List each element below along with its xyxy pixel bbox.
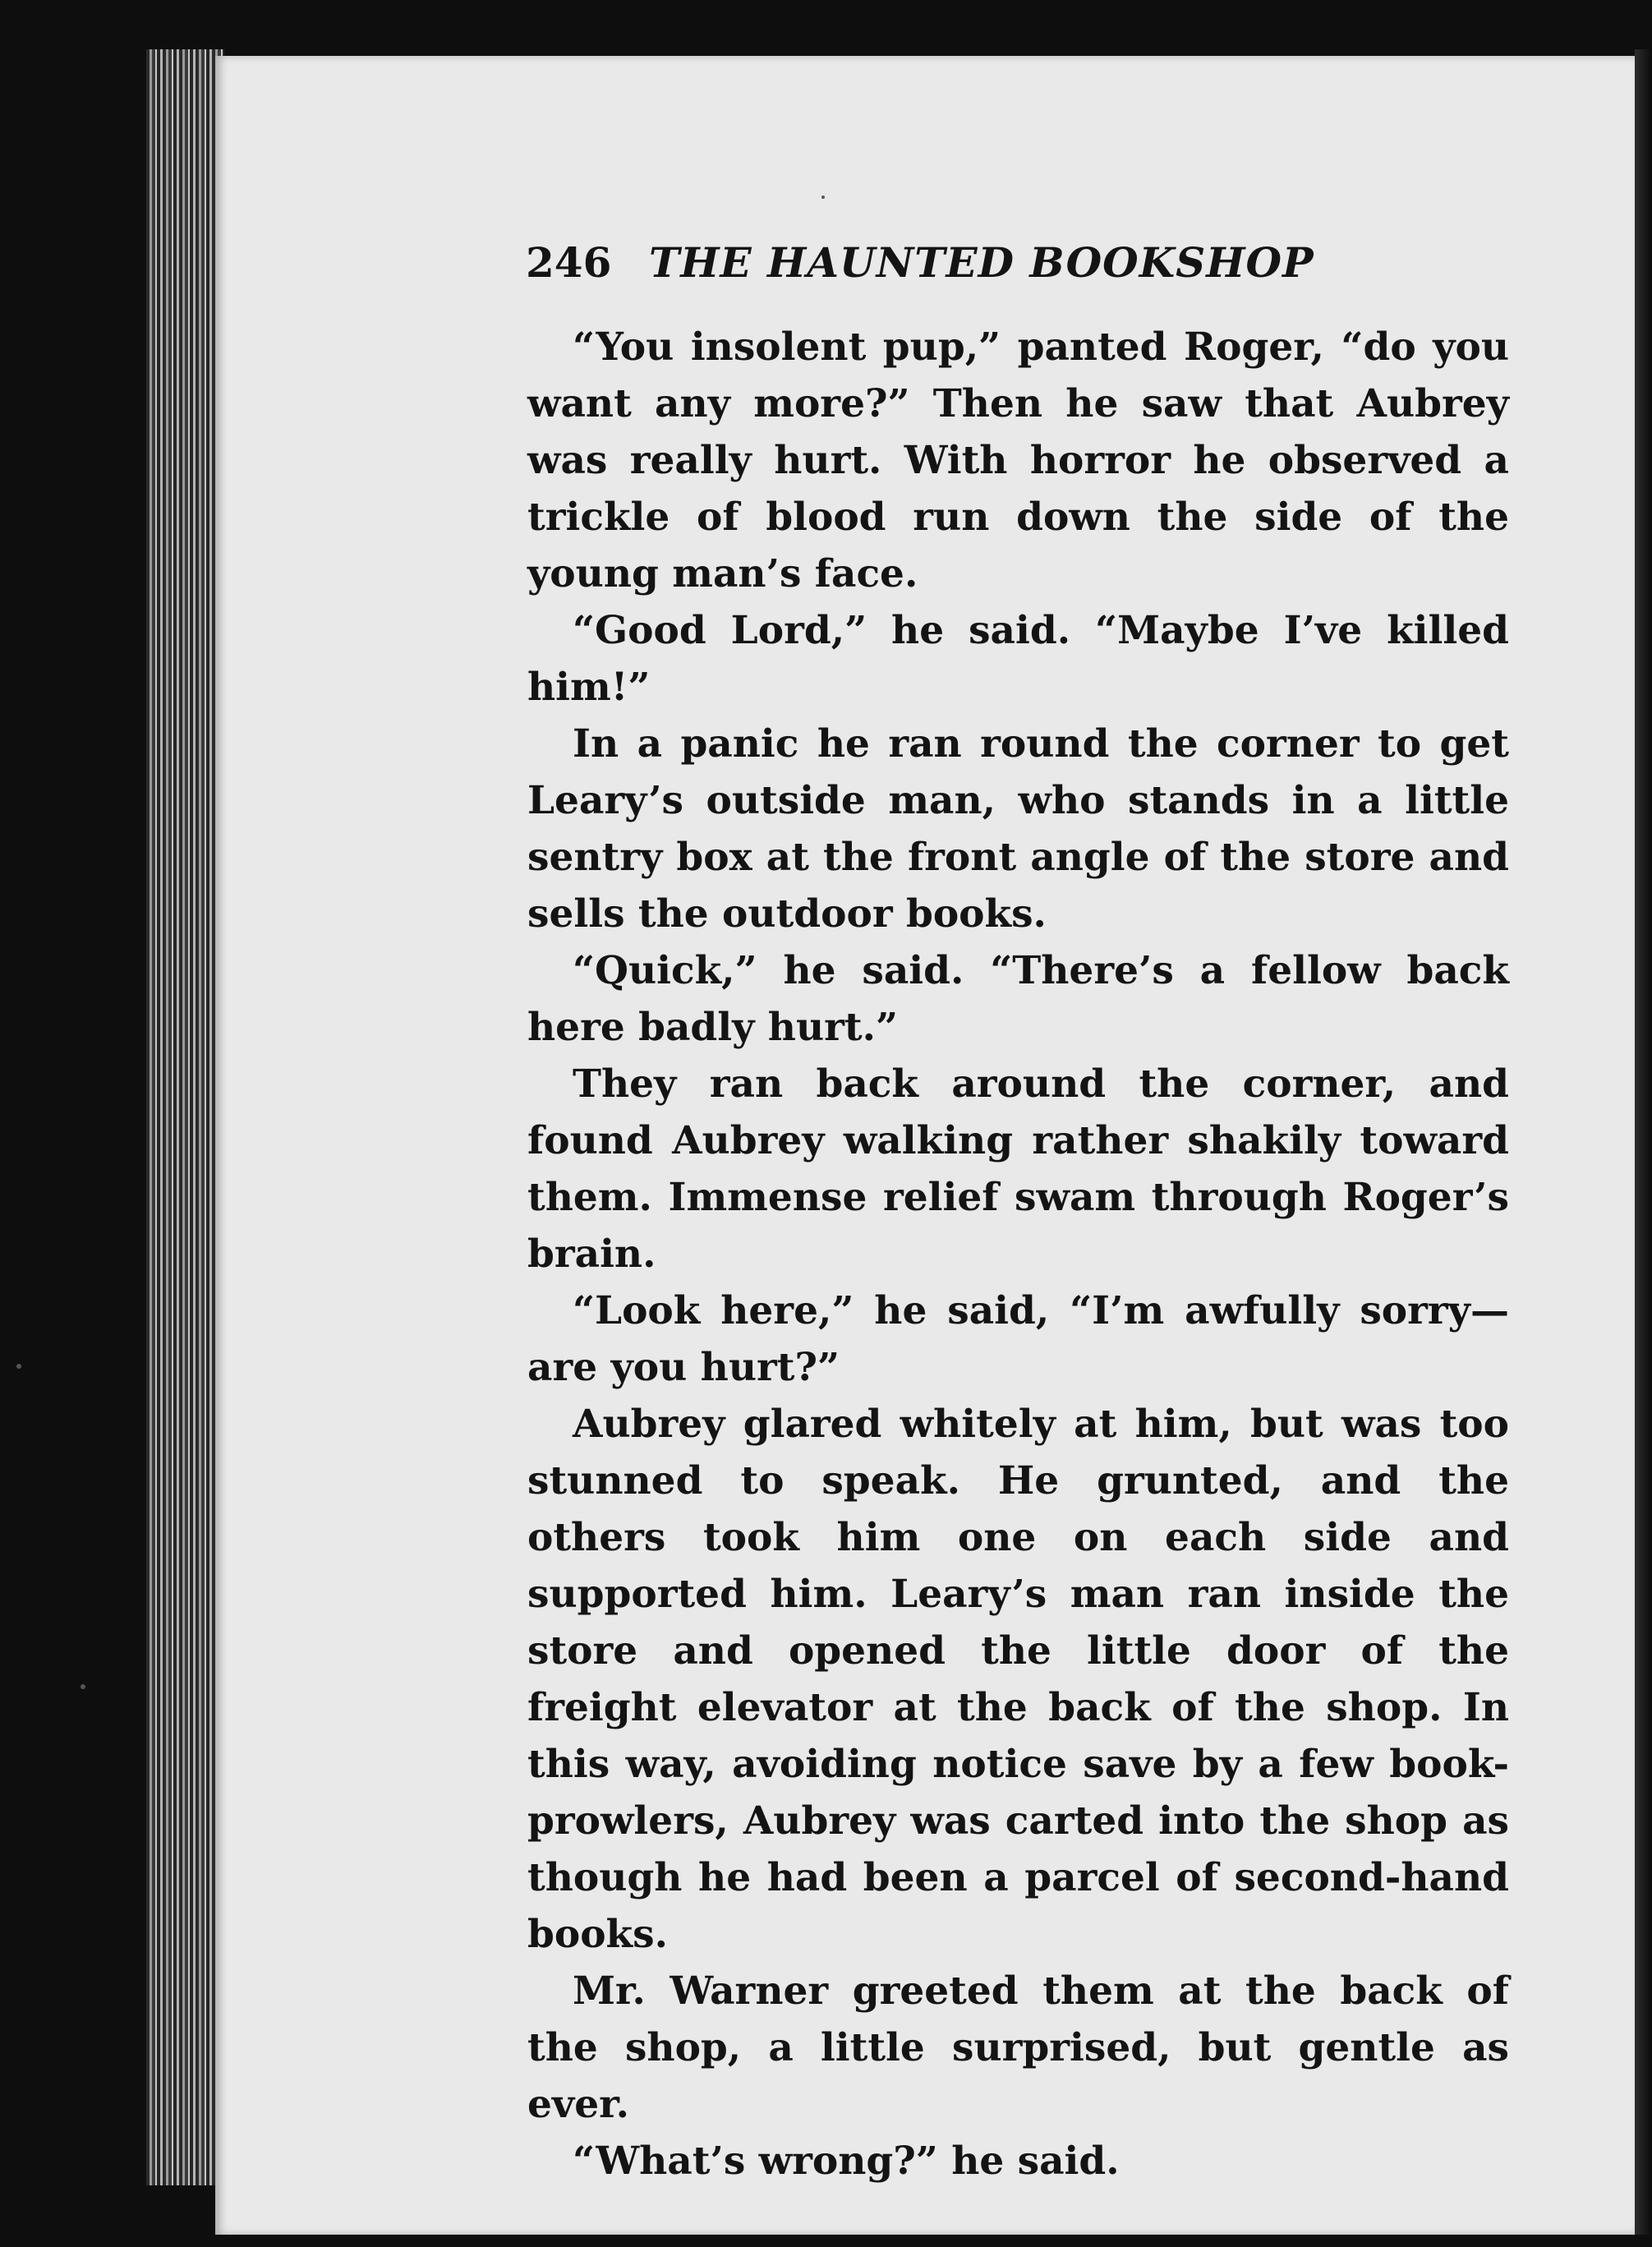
scan-speck: [81, 1684, 85, 1689]
paragraph: Aubrey glared whitely at him, but was too stunned to speak. He grunted, and the others took him one on each side and supported him. Leary’s man ran inside the store and opened the little door of the freight elevator at the back of the shop. In this way, avoiding notice save by a few book-prowlers, Aubrey was carted into the shop as though he had been a parcel of second-hand books.: [527, 1402, 1509, 1957]
paragraph: “You insolent pup,” panted Roger, “do you want any more?” Then he saw that Aubrey was really hurt. With horror he observed a trickle of blood run down the side of the young man’s face.: [527, 325, 1509, 596]
paragraph: “What’s wrong?” he said.: [573, 2139, 1120, 2184]
scan-speck: [16, 1364, 21, 1369]
paragraph: “Quick,” he said. “There’s a fellow back here badly hurt.”: [527, 948, 1509, 1050]
paragraph: “Good Lord,” he said. “Maybe I’ve killed him!”: [527, 608, 1509, 710]
book-right-edge: [1635, 49, 1652, 2235]
page-header: [526, 238, 1512, 296]
paragraph: “Look here,” he said, “I’m awfully sorry—are you hurt?”: [527, 1288, 1509, 1390]
scan-speck: [821, 196, 825, 199]
body-text: [527, 319, 1509, 2189]
paragraph: In a panic he ran round the corner to get Leary’s outside man, who stands in a little sentry box at the front angle of the store and sells the outdoor books.: [527, 721, 1509, 937]
page-number: 246: [526, 238, 612, 287]
paragraph: Mr. Warner greeted them at the back of the shop, a little surprised, but gentle as ever.: [527, 1968, 1509, 2127]
paragraph: They ran back around the corner, and found Aubrey walking rather shakily toward them. Immense relief swam through Roger’s brain.: [527, 1061, 1509, 1277]
running-title: THE HAUNTED BOOKSHOP: [649, 238, 1314, 287]
book-page-edges: [146, 49, 224, 2185]
